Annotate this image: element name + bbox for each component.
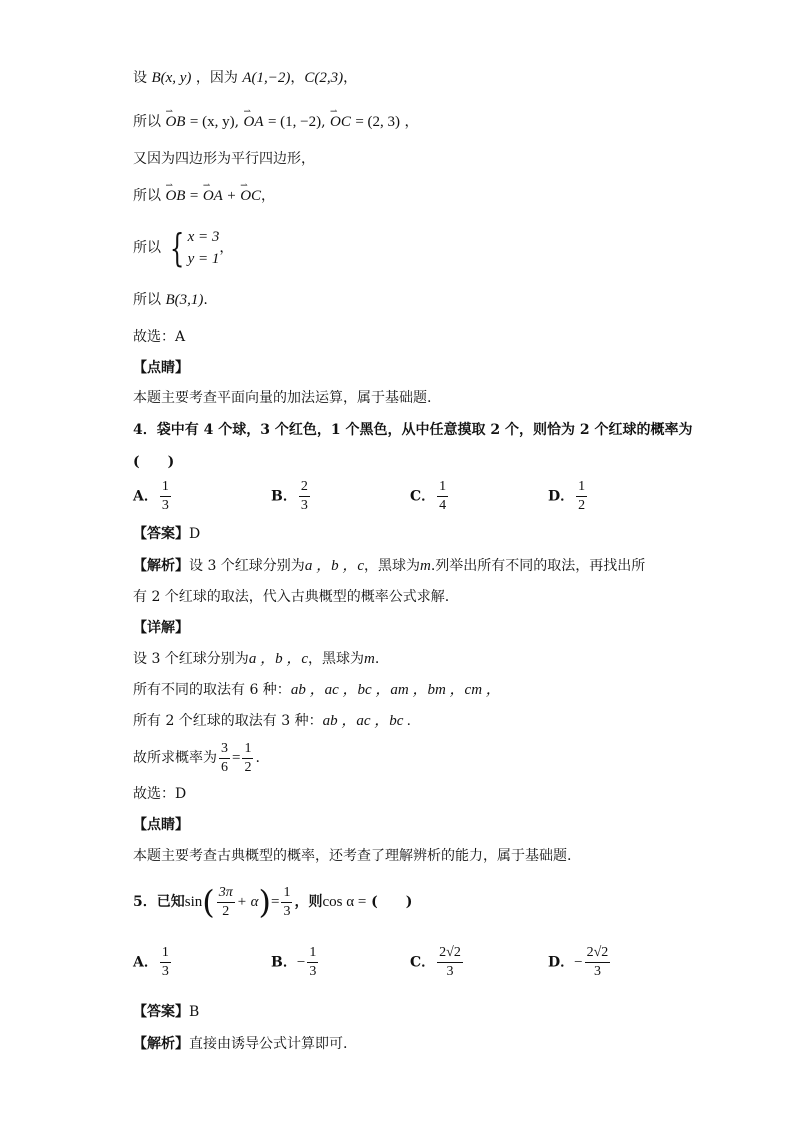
denominator: 4	[439, 498, 447, 513]
analysis-tag: 【解析】	[133, 1036, 189, 1052]
detail-tag: 【详解】	[133, 620, 189, 636]
text: ，	[343, 70, 358, 86]
denominator: 3	[446, 964, 454, 979]
denominator: 2	[578, 498, 586, 513]
vector-oc: ⇀ OC	[240, 186, 261, 206]
analysis-tag: 【解析】	[133, 558, 189, 574]
answer-value: B	[189, 1004, 200, 1020]
answer-tag: 【答案】	[133, 1004, 189, 1020]
question-4-paren: ( )	[133, 454, 175, 470]
solution-line-6	[133, 290, 208, 310]
vector-ob: ⇀ OB	[165, 186, 185, 206]
q4-detail-line-4	[133, 738, 260, 778]
q4-choice: 故选：D	[133, 786, 187, 802]
option-label: A．	[133, 954, 158, 971]
sign: −	[574, 954, 583, 971]
analysis-text: 直接由诱导公式计算即可.	[189, 1036, 348, 1052]
equation: x = 3	[187, 229, 220, 245]
fraction	[307, 944, 318, 981]
math: = (x, y)	[189, 114, 235, 130]
numerator: 2√2	[437, 944, 463, 963]
q5-option-b	[271, 944, 320, 981]
fraction	[585, 944, 611, 981]
numerator: 3π	[217, 884, 235, 903]
text: 故所求概率为	[133, 750, 217, 766]
q4-detail-line-2	[133, 680, 501, 700]
comment-tag: 【点睛】	[133, 360, 189, 376]
math-vars: a ，b ，c	[304, 558, 364, 574]
fraction	[160, 478, 171, 515]
text: .	[374, 651, 380, 667]
text: 所以	[133, 240, 161, 256]
text: 所以	[133, 114, 161, 130]
q4-detail-line-1	[133, 649, 379, 669]
math-list: ab ，ac ，bc ，am ，bm ，cm ，	[290, 682, 501, 698]
math-point-b: B(3,1)	[165, 292, 204, 308]
numerator: 1	[437, 478, 448, 497]
vector-oa: ⇀ OA	[244, 112, 264, 132]
denominator: 3	[300, 498, 308, 513]
paren-left: (	[202, 883, 215, 921]
text: 设 3 个红球分别为	[133, 651, 249, 667]
answer-choice: 故选：A	[133, 329, 186, 345]
denominator: 2	[244, 759, 252, 775]
fraction	[217, 884, 235, 921]
math-list: ab ，ac ，bc .	[322, 713, 411, 729]
numerator: 1	[160, 944, 171, 963]
option-label: A．	[133, 488, 158, 505]
comment-tag: 【点睛】	[133, 817, 189, 833]
brace: {	[170, 226, 185, 270]
text: 所有 2 个红球的取法有 3 种：	[133, 713, 323, 729]
text: ，黑球为	[363, 558, 420, 574]
option-b	[271, 478, 312, 515]
question-4-stem: 4．袋中有 4 个球，3 个红色，1 个黑色，从中任意摸取 2 个，则恰为 2 个红球的概率为	[133, 422, 693, 438]
q4-analysis-line-1	[133, 556, 645, 576]
text: .列举出所有不同的取法，再找出所	[430, 558, 646, 574]
q4-answer	[133, 524, 200, 544]
option-a	[133, 478, 173, 515]
option-label: B．	[271, 488, 297, 505]
denominator: 3	[309, 964, 317, 979]
numerator: 1	[160, 478, 171, 497]
math: + α	[236, 894, 259, 910]
option-c	[410, 478, 450, 515]
equation-system	[188, 226, 220, 270]
denominator: 3	[593, 964, 601, 979]
fraction	[281, 884, 292, 921]
solution-line-5	[133, 226, 233, 270]
text: 所以	[133, 292, 161, 308]
text: 所有不同的取法有 6 种：	[133, 682, 291, 698]
math-var: m	[363, 651, 375, 667]
math-vars: a ，b ，c	[248, 651, 308, 667]
solution-line-2: 所以 ⇀ OB = (x, y), ⇀ OA = (1, −2), ⇀ OC = (2, 3) ，	[133, 112, 419, 132]
text: ，因为	[195, 70, 238, 86]
sign: −	[296, 954, 306, 971]
paren: ( )	[371, 894, 413, 910]
solution-line-1: 设 B(x, y) ，因为 A(1,−2)，C(2,3)，	[133, 70, 358, 86]
math-point-c: C(2,3)	[304, 70, 344, 86]
numerator: 2√2	[585, 944, 611, 963]
denominator: 2	[222, 903, 230, 919]
math-sin: sin	[184, 894, 203, 910]
math-cos: cos α =	[322, 894, 367, 910]
text: ，黑球为	[307, 651, 364, 667]
fraction	[219, 740, 230, 777]
math-point-b: B	[151, 70, 161, 86]
fraction	[576, 478, 587, 515]
math: =	[271, 894, 280, 910]
numerator: 1	[576, 478, 587, 497]
math: = (1, −2)	[267, 114, 322, 130]
math: +	[227, 188, 236, 204]
math: =	[232, 750, 241, 766]
text: ，	[219, 240, 234, 256]
text: 设	[133, 70, 147, 86]
option-label: D．	[548, 954, 575, 971]
option-label: C．	[410, 488, 436, 505]
numerator: 1	[242, 740, 253, 759]
text: .	[255, 750, 260, 766]
question-5-stem	[133, 880, 412, 924]
option-label: D．	[548, 488, 575, 505]
math: = (2, 3)	[355, 114, 401, 130]
math: =	[189, 188, 199, 204]
numerator: 1	[307, 944, 318, 963]
comment-text: 本题主要考查平面向量的加法运算，属于基础题.	[133, 390, 432, 406]
text: 设 3 个红球分别为	[189, 558, 305, 574]
text: ，则	[294, 894, 323, 910]
option-label: C．	[410, 954, 436, 971]
solution-line-4	[133, 186, 275, 206]
numerator: 1	[281, 884, 292, 903]
denominator: 3	[161, 964, 169, 979]
vector-oa: ⇀ OA	[203, 186, 223, 206]
q4-analysis-line-2: 有 2 个红球的取法，代入古典概型的概率公式求解.	[133, 589, 450, 605]
numerator: 2	[299, 478, 310, 497]
vector-oc: ⇀ OC	[330, 112, 351, 132]
solution-line-3: 又因为四边形为平行四边形，	[133, 151, 315, 167]
vector-ob: ⇀ OB	[165, 112, 185, 132]
text: 所以	[133, 188, 161, 204]
denominator: 3	[283, 903, 291, 919]
q5-option-c	[410, 944, 465, 981]
text: .	[203, 292, 208, 308]
math-xy: (x, y)	[160, 70, 192, 86]
answer-value: D	[189, 526, 201, 542]
math-var: m	[419, 558, 431, 574]
fraction	[160, 944, 171, 981]
denominator: 3	[161, 498, 169, 513]
math-point-a: A(1,−2)	[242, 70, 291, 86]
fraction	[437, 944, 463, 981]
option-label: B．	[271, 954, 297, 971]
q4-detail-line-3	[133, 711, 411, 731]
q4-comment: 本题主要考查古典概型的概率，还考查了理解辨析的能力，属于基础题.	[133, 848, 572, 864]
q5-option-d	[548, 944, 612, 981]
numerator: 3	[219, 740, 230, 759]
q5-option-a	[133, 944, 173, 981]
text: 5．已知	[133, 894, 185, 910]
text: ，	[261, 188, 276, 204]
option-d	[548, 478, 589, 515]
denominator: 6	[221, 759, 228, 775]
q5-answer	[133, 1002, 199, 1022]
q5-analysis	[133, 1034, 347, 1054]
answer-tag: 【答案】	[133, 526, 189, 542]
paren-right: )	[258, 883, 271, 921]
text: ，	[404, 114, 419, 130]
equation: y = 1	[187, 251, 220, 267]
fraction	[437, 478, 448, 515]
fraction	[299, 478, 310, 515]
fraction	[242, 740, 253, 777]
